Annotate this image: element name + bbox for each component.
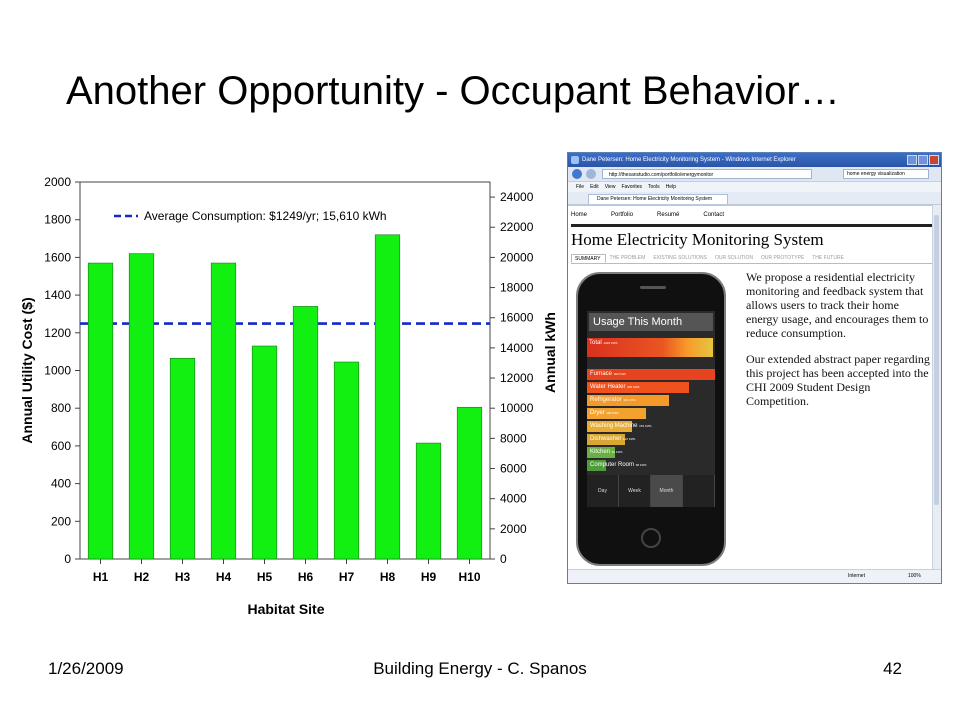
tab-the-problem[interactable]: THE PROBLEM [609, 255, 646, 261]
appliance-name: Furnace [590, 371, 614, 377]
appliance-label [590, 395, 636, 406]
phone-tab-week[interactable]: Week [619, 475, 651, 507]
phone-tabs [587, 475, 715, 507]
menu-edit[interactable]: Edit [590, 184, 599, 190]
x-tick-label: H8 [379, 570, 396, 584]
site-tabs [571, 254, 933, 264]
tab-our-prototype[interactable]: OUR PROTOTYPE [761, 255, 805, 261]
y2-tick-label: 0 [500, 552, 507, 566]
bar-h2 [129, 254, 154, 559]
x-tick-label: H3 [174, 570, 191, 584]
appliance-kwh: 81 KWh [611, 450, 623, 454]
tab-bar [568, 192, 941, 205]
phone-home-button [641, 528, 661, 548]
y-tick-label: 800 [50, 401, 71, 416]
address-bar [568, 167, 941, 182]
menu-favorites[interactable]: Favorites [621, 184, 642, 190]
appliance-label [590, 369, 626, 380]
page-content [568, 205, 934, 572]
total-usage-label [589, 340, 617, 346]
y2-tick-label: 20000 [500, 250, 534, 265]
header-rule [571, 224, 933, 227]
appliance-label [590, 421, 651, 432]
browser-window [567, 152, 942, 584]
total-kwh: 1024 KWh [603, 341, 618, 345]
y-tick-label: 0 [64, 552, 71, 566]
nav-home[interactable]: Home [571, 212, 588, 218]
bar-h9 [416, 443, 441, 559]
x-tick-label: H9 [420, 570, 437, 584]
appliance-name: Refrigerator [590, 397, 624, 403]
y2-tick-label: 14000 [500, 340, 534, 355]
menu-tools[interactable]: Tools [648, 184, 660, 190]
usage-title: Usage This Month [589, 313, 713, 331]
y2-tick-label: 10000 [500, 401, 534, 416]
appliance-kwh: 181 KWh [623, 398, 636, 402]
y2-tick-label: 16000 [500, 310, 534, 325]
menu-file[interactable]: File [576, 184, 585, 190]
bar-h1 [88, 263, 113, 559]
phone-tab-compare[interactable]: Compare [683, 475, 715, 507]
bar-h6 [293, 306, 318, 559]
menu-bar [568, 182, 941, 192]
footer-title: Building Energy - C. Spanos [373, 659, 587, 678]
slide-number: 42 [883, 659, 902, 678]
y2-tick-label: 18000 [500, 280, 534, 295]
tab-summary[interactable]: SUMMARY [571, 254, 606, 263]
window-title: Dane Petersen: Home Electricity Monitoring System - Windows Internet Explorer [582, 157, 796, 163]
nav-portfolio[interactable]: Portfolio [611, 212, 634, 218]
search-field[interactable]: home energy visualization [843, 169, 929, 179]
scrollbar-thumb[interactable] [934, 215, 939, 505]
slide-title: Another Opportunity - Occupant Behavior… [66, 69, 840, 113]
y-tick-label: 1200 [44, 325, 71, 340]
footer-date: 1/26/2009 [48, 659, 124, 678]
site-nav [571, 212, 748, 218]
y-tick-label: 1400 [44, 288, 71, 303]
appliance-kwh: 302 KWh [613, 372, 627, 376]
phone-screen [587, 311, 715, 507]
menu-view[interactable]: View [604, 184, 616, 190]
nav-resume[interactable]: Resumé [657, 212, 680, 218]
x-tick-label: H1 [92, 570, 109, 584]
y2-tick-label: 12000 [500, 371, 534, 386]
y2-tick-label: 6000 [500, 461, 527, 476]
minimize-button[interactable] [907, 155, 917, 165]
site-title: Home Electricity Monitoring System [571, 230, 824, 249]
appliance-name: Water Heater [590, 384, 628, 390]
menu-help[interactable]: Help [665, 184, 676, 190]
appliance-kwh: 122 KWh [623, 437, 636, 441]
appliance-name: Dryer [590, 410, 607, 416]
nav-contact[interactable]: Contact [703, 212, 725, 218]
y-tick-label: 400 [50, 476, 71, 491]
appliance-label [590, 434, 635, 445]
phone-tab-month[interactable]: Month [651, 475, 683, 507]
bar-h8 [375, 235, 400, 559]
bar-h7 [334, 362, 359, 559]
appliance-label [590, 408, 619, 419]
y2-tick-label: 4000 [500, 491, 527, 506]
total-label-text: Total [589, 340, 602, 346]
appliance-kwh: 68 KWh [635, 463, 647, 467]
appliance-name: Computer Room [590, 462, 636, 468]
x-tick-label: H10 [458, 570, 481, 584]
appliance-name: Washing Machine [590, 423, 640, 429]
bar-h4 [211, 263, 236, 559]
status-bar [568, 569, 941, 583]
security-zone: Internet [848, 573, 865, 579]
vertical-scrollbar[interactable] [932, 205, 941, 571]
phone-tab-day[interactable]: Day [587, 475, 619, 507]
appliance-name: Dishwasher [590, 436, 624, 442]
appliance-kwh: 153 KWh [639, 424, 652, 428]
tab-our-solution[interactable]: OUR SOLUTION [714, 255, 753, 261]
y2-tick-label: 2000 [500, 521, 527, 536]
x-tick-label: H7 [338, 570, 355, 584]
x-tick-label: H6 [297, 570, 314, 584]
phone-speaker [640, 286, 666, 289]
y-tick-label: 600 [50, 438, 71, 453]
tab-existing-solutions[interactable]: EXISTING SOLUTIONS [653, 255, 707, 261]
browser-titlebar [568, 153, 941, 167]
y-axis-title: Annual Utility Cost ($) [19, 297, 35, 444]
y2-axis-title: Annual kWh [542, 312, 558, 393]
browser-tab[interactable]: Dane Petersen: Home Electricity Monitoring System [588, 194, 728, 204]
appliance-kwh: 305 KWh [627, 385, 640, 389]
y-tick-label: 200 [50, 514, 71, 529]
maximize-button[interactable] [918, 155, 928, 165]
legend-label: Average Consumption: $1249/yr; 15,610 kWh [144, 209, 387, 223]
ie-app-icon [571, 156, 579, 164]
y2-tick-label: 24000 [500, 190, 534, 205]
bar-h3 [170, 358, 195, 559]
x-axis-title: Habitat Site [247, 601, 325, 617]
y-tick-label: 1800 [44, 212, 71, 227]
appliance-label [590, 382, 639, 393]
tab-the-future[interactable]: THE FUTURE [812, 255, 844, 261]
bar-h5 [252, 346, 277, 559]
utility-cost-chart [10, 166, 558, 630]
url-field[interactable]: http://thesanstudio.com/portfolio/energymonitor [602, 169, 812, 179]
phone-image [576, 272, 726, 566]
paper-paragraph: Our extended abstract paper regarding this project has been accepted into the CHI 2009 Student Design Competition. [746, 352, 930, 408]
y2-tick-label: 22000 [500, 220, 534, 235]
summary-paragraph: We propose a residential electricity monitoring and feedback system that allows users to track their home energy usage, and encourages them to reduce consumption. [746, 270, 929, 340]
back-icon[interactable] [572, 169, 582, 179]
x-tick-label: H2 [133, 570, 150, 584]
appliance-name: Kitchen [590, 449, 612, 455]
y2-tick-label: 8000 [500, 431, 527, 446]
forward-icon[interactable] [586, 169, 596, 179]
y-tick-label: 1600 [44, 250, 71, 265]
zoom-level[interactable]: 100% [908, 573, 921, 579]
appliance-kwh: 180 KWh [606, 411, 619, 415]
y-tick-label: 2000 [44, 175, 71, 189]
close-button[interactable] [929, 155, 939, 165]
y-tick-label: 1000 [44, 363, 71, 378]
appliance-label [590, 460, 646, 471]
bar-h10 [457, 407, 482, 559]
x-tick-label: H5 [256, 570, 273, 584]
appliance-label [590, 447, 622, 458]
x-tick-label: H4 [215, 570, 232, 584]
